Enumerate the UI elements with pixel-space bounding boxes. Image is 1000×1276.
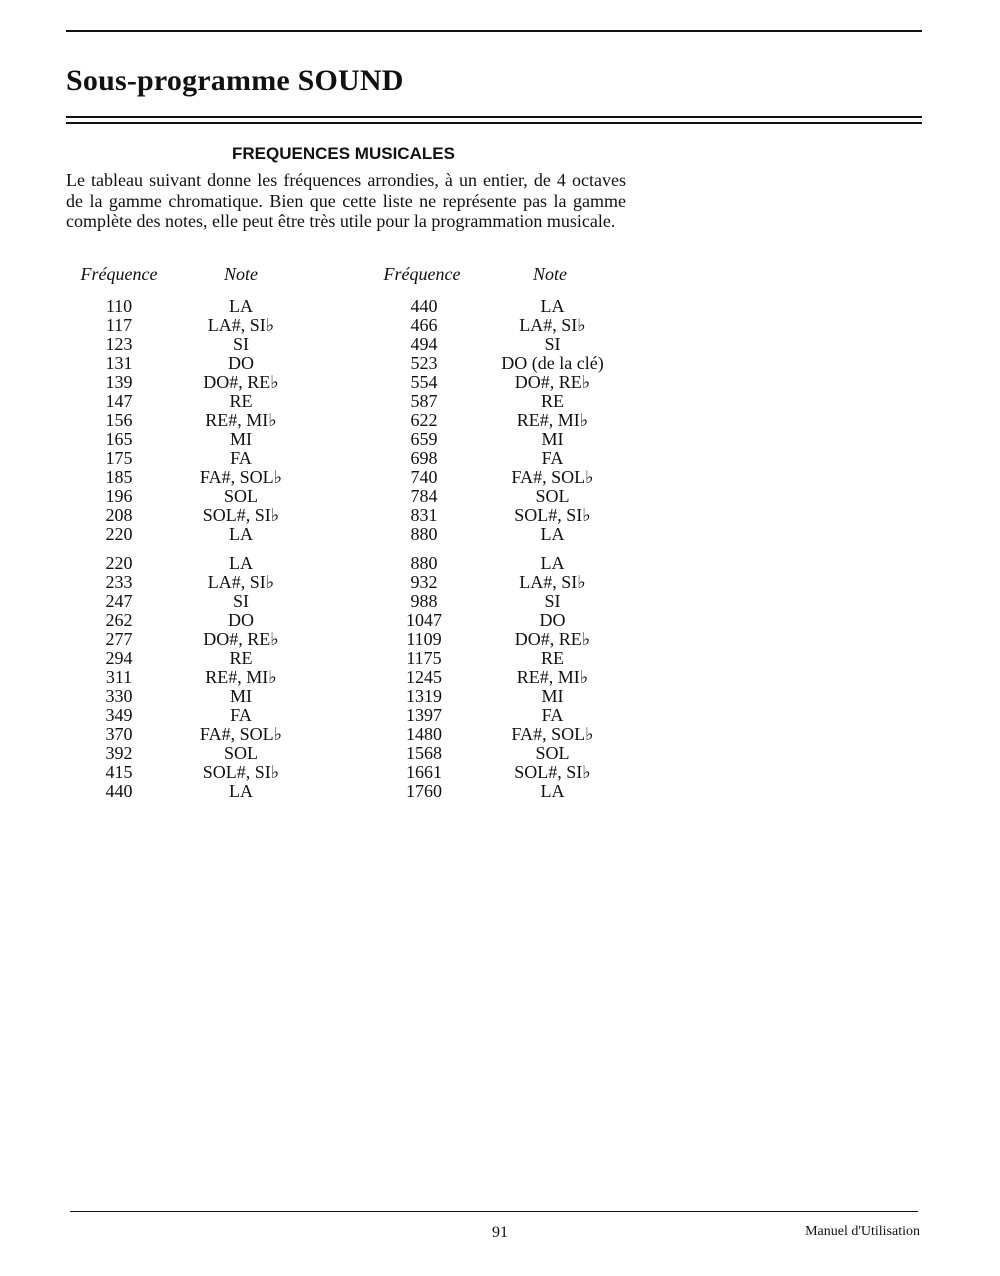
note-cell: DO — [228, 610, 254, 630]
note-cell: RE#, MI♭ — [516, 410, 589, 430]
frequency-cell: 587 — [410, 391, 438, 411]
intro-paragraph: Le tableau suivant donne les fréquences arrondies, à un entier, de 4 octaves de la gamme chromatique. Bien que cette liste ne représente pas la gamme complète des notes, elle peut être très utile pour la programmation musicale. — [66, 170, 626, 231]
frequency-cell: 277 — [105, 629, 133, 649]
note-cell: SOL — [535, 486, 570, 506]
note-cell: RE — [540, 391, 564, 411]
note-cell: DO#, RE♭ — [514, 372, 591, 392]
header-frequency-left: Fréquence — [80, 264, 158, 284]
note-cell: LA — [540, 296, 565, 316]
frequency-column-left — [79, 297, 159, 801]
frequency-cell: 196 — [105, 486, 133, 506]
frequency-cell: 1480 — [406, 724, 442, 744]
frequency-cell: 220 — [105, 524, 133, 544]
frequency-cell: 247 — [105, 591, 133, 611]
note-cell: FA#, SOL♭ — [199, 467, 283, 487]
frequency-cell: 139 — [105, 372, 133, 392]
note-cell: DO — [539, 610, 566, 630]
frequency-cell: 131 — [105, 353, 133, 373]
note-cell: RE#, MI♭ — [516, 667, 589, 687]
frequency-cell: 415 — [105, 762, 133, 782]
note-cell: FA — [230, 705, 252, 725]
note-cell: DO — [228, 353, 254, 373]
note-cell: SI — [232, 334, 249, 354]
frequency-cell: 1245 — [406, 667, 442, 687]
note-cell: SI — [544, 334, 561, 354]
note-cell: DO#, RE♭ — [203, 629, 279, 649]
frequency-column-right — [384, 297, 464, 801]
frequency-cell: 523 — [410, 353, 438, 373]
frequency-cell: 392 — [105, 743, 133, 763]
note-cell: DO#, RE♭ — [203, 372, 279, 392]
frequency-cell: 698 — [410, 448, 438, 468]
note-cell: FA#, SOL♭ — [199, 724, 283, 744]
frequency-cell: 1661 — [406, 762, 442, 782]
page-title: Sous-programme SOUND — [66, 64, 404, 97]
frequency-cell: 740 — [410, 467, 438, 487]
frequency-cell: 554 — [410, 372, 438, 392]
note-cell: MI — [541, 686, 564, 706]
note-cell: SI — [232, 591, 249, 611]
header-frequency-right: Fréquence — [383, 264, 461, 284]
note-cell: LA#, SI♭ — [519, 315, 586, 335]
frequency-cell: 330 — [105, 686, 133, 706]
title-rule-upper — [66, 116, 922, 118]
note-cell: FA — [541, 448, 564, 468]
note-cell: RE — [229, 391, 253, 411]
frequency-cell: 262 — [105, 610, 133, 630]
frequency-cell: 208 — [105, 505, 133, 525]
frequency-cell: 117 — [105, 315, 133, 335]
frequency-cell: 440 — [105, 781, 133, 801]
frequency-cell: 1319 — [406, 686, 442, 706]
page-number: 91 — [492, 1224, 508, 1241]
note-cell: SOL — [223, 486, 258, 506]
footer-rule — [70, 1211, 918, 1212]
frequency-cell: 1109 — [406, 629, 442, 649]
section-heading: FREQUENCES MUSICALES — [232, 144, 455, 163]
frequency-cell: 622 — [410, 410, 438, 430]
note-cell: SOL#, SI♭ — [202, 505, 280, 525]
note-cell: LA — [540, 524, 565, 544]
note-cell: RE#, MI♭ — [205, 410, 277, 430]
frequency-cell: 294 — [105, 648, 133, 668]
note-cell: RE#, MI♭ — [205, 667, 277, 687]
frequency-cell: 123 — [105, 334, 133, 354]
note-cell: MI — [230, 429, 252, 449]
note-cell: MI — [541, 429, 564, 449]
note-cell: FA#, SOL♭ — [511, 467, 594, 487]
frequency-cell: 233 — [105, 572, 133, 592]
note-cell: FA#, SOL♭ — [511, 724, 594, 744]
frequency-cell: 147 — [105, 391, 133, 411]
frequency-cell: 880 — [410, 524, 438, 544]
frequency-cell: 466 — [410, 315, 438, 335]
frequency-cell: 185 — [105, 467, 133, 487]
note-cell: SOL#, SI♭ — [514, 505, 591, 525]
frequency-cell: 659 — [410, 429, 438, 449]
frequency-cell: 988 — [410, 591, 438, 611]
frequency-cell: 220 — [105, 553, 133, 573]
header-note-left: Note — [224, 264, 258, 284]
note-cell: LA — [540, 553, 565, 573]
frequency-cell: 494 — [410, 334, 438, 354]
frequency-cell: 1568 — [406, 743, 442, 763]
frequency-cell: 110 — [105, 296, 133, 316]
header-note-right: Note — [533, 264, 567, 284]
frequency-cell: 880 — [410, 553, 438, 573]
note-column-left — [171, 297, 311, 801]
note-cell: MI — [230, 686, 252, 706]
frequency-cell: 165 — [105, 429, 133, 449]
note-cell: LA — [540, 781, 565, 801]
frequency-cell: 1175 — [406, 648, 442, 668]
note-column-right — [480, 297, 625, 801]
note-cell: LA — [229, 781, 253, 801]
note-cell: FA — [541, 705, 564, 725]
note-cell: RE — [229, 648, 253, 668]
title-rule-lower — [66, 122, 922, 124]
note-cell: RE — [540, 648, 564, 668]
frequency-cell: 156 — [105, 410, 133, 430]
note-cell: LA — [229, 296, 253, 316]
note-cell: SOL — [535, 743, 570, 763]
frequency-cell: 311 — [105, 667, 133, 687]
note-cell: DO#, RE♭ — [514, 629, 591, 649]
note-cell: LA#, SI♭ — [519, 572, 586, 592]
note-cell: LA#, SI♭ — [207, 315, 275, 335]
note-cell: SOL#, SI♭ — [202, 762, 280, 782]
top-rule — [66, 30, 922, 32]
frequency-cell: 370 — [105, 724, 133, 744]
note-cell: SI — [544, 591, 561, 611]
frequency-cell: 1760 — [406, 781, 442, 801]
note-cell: LA — [229, 553, 253, 573]
note-cell: SOL — [223, 743, 258, 763]
frequency-cell: 1397 — [406, 705, 442, 725]
frequency-cell: 1047 — [406, 610, 442, 630]
frequency-cell: 349 — [105, 705, 133, 725]
frequency-cell: 932 — [410, 572, 438, 592]
frequency-cell: 175 — [105, 448, 133, 468]
document-title: Manuel d'Utilisation — [805, 1224, 920, 1239]
frequency-cell: 440 — [410, 296, 438, 316]
frequency-cell: 784 — [410, 486, 438, 506]
frequency-cell: 831 — [410, 505, 438, 525]
note-cell: FA — [230, 448, 252, 468]
note-cell: DO (de la clé) — [501, 353, 604, 373]
note-cell: LA#, SI♭ — [207, 572, 275, 592]
note-cell: SOL#, SI♭ — [514, 762, 591, 782]
note-cell: LA — [229, 524, 253, 544]
